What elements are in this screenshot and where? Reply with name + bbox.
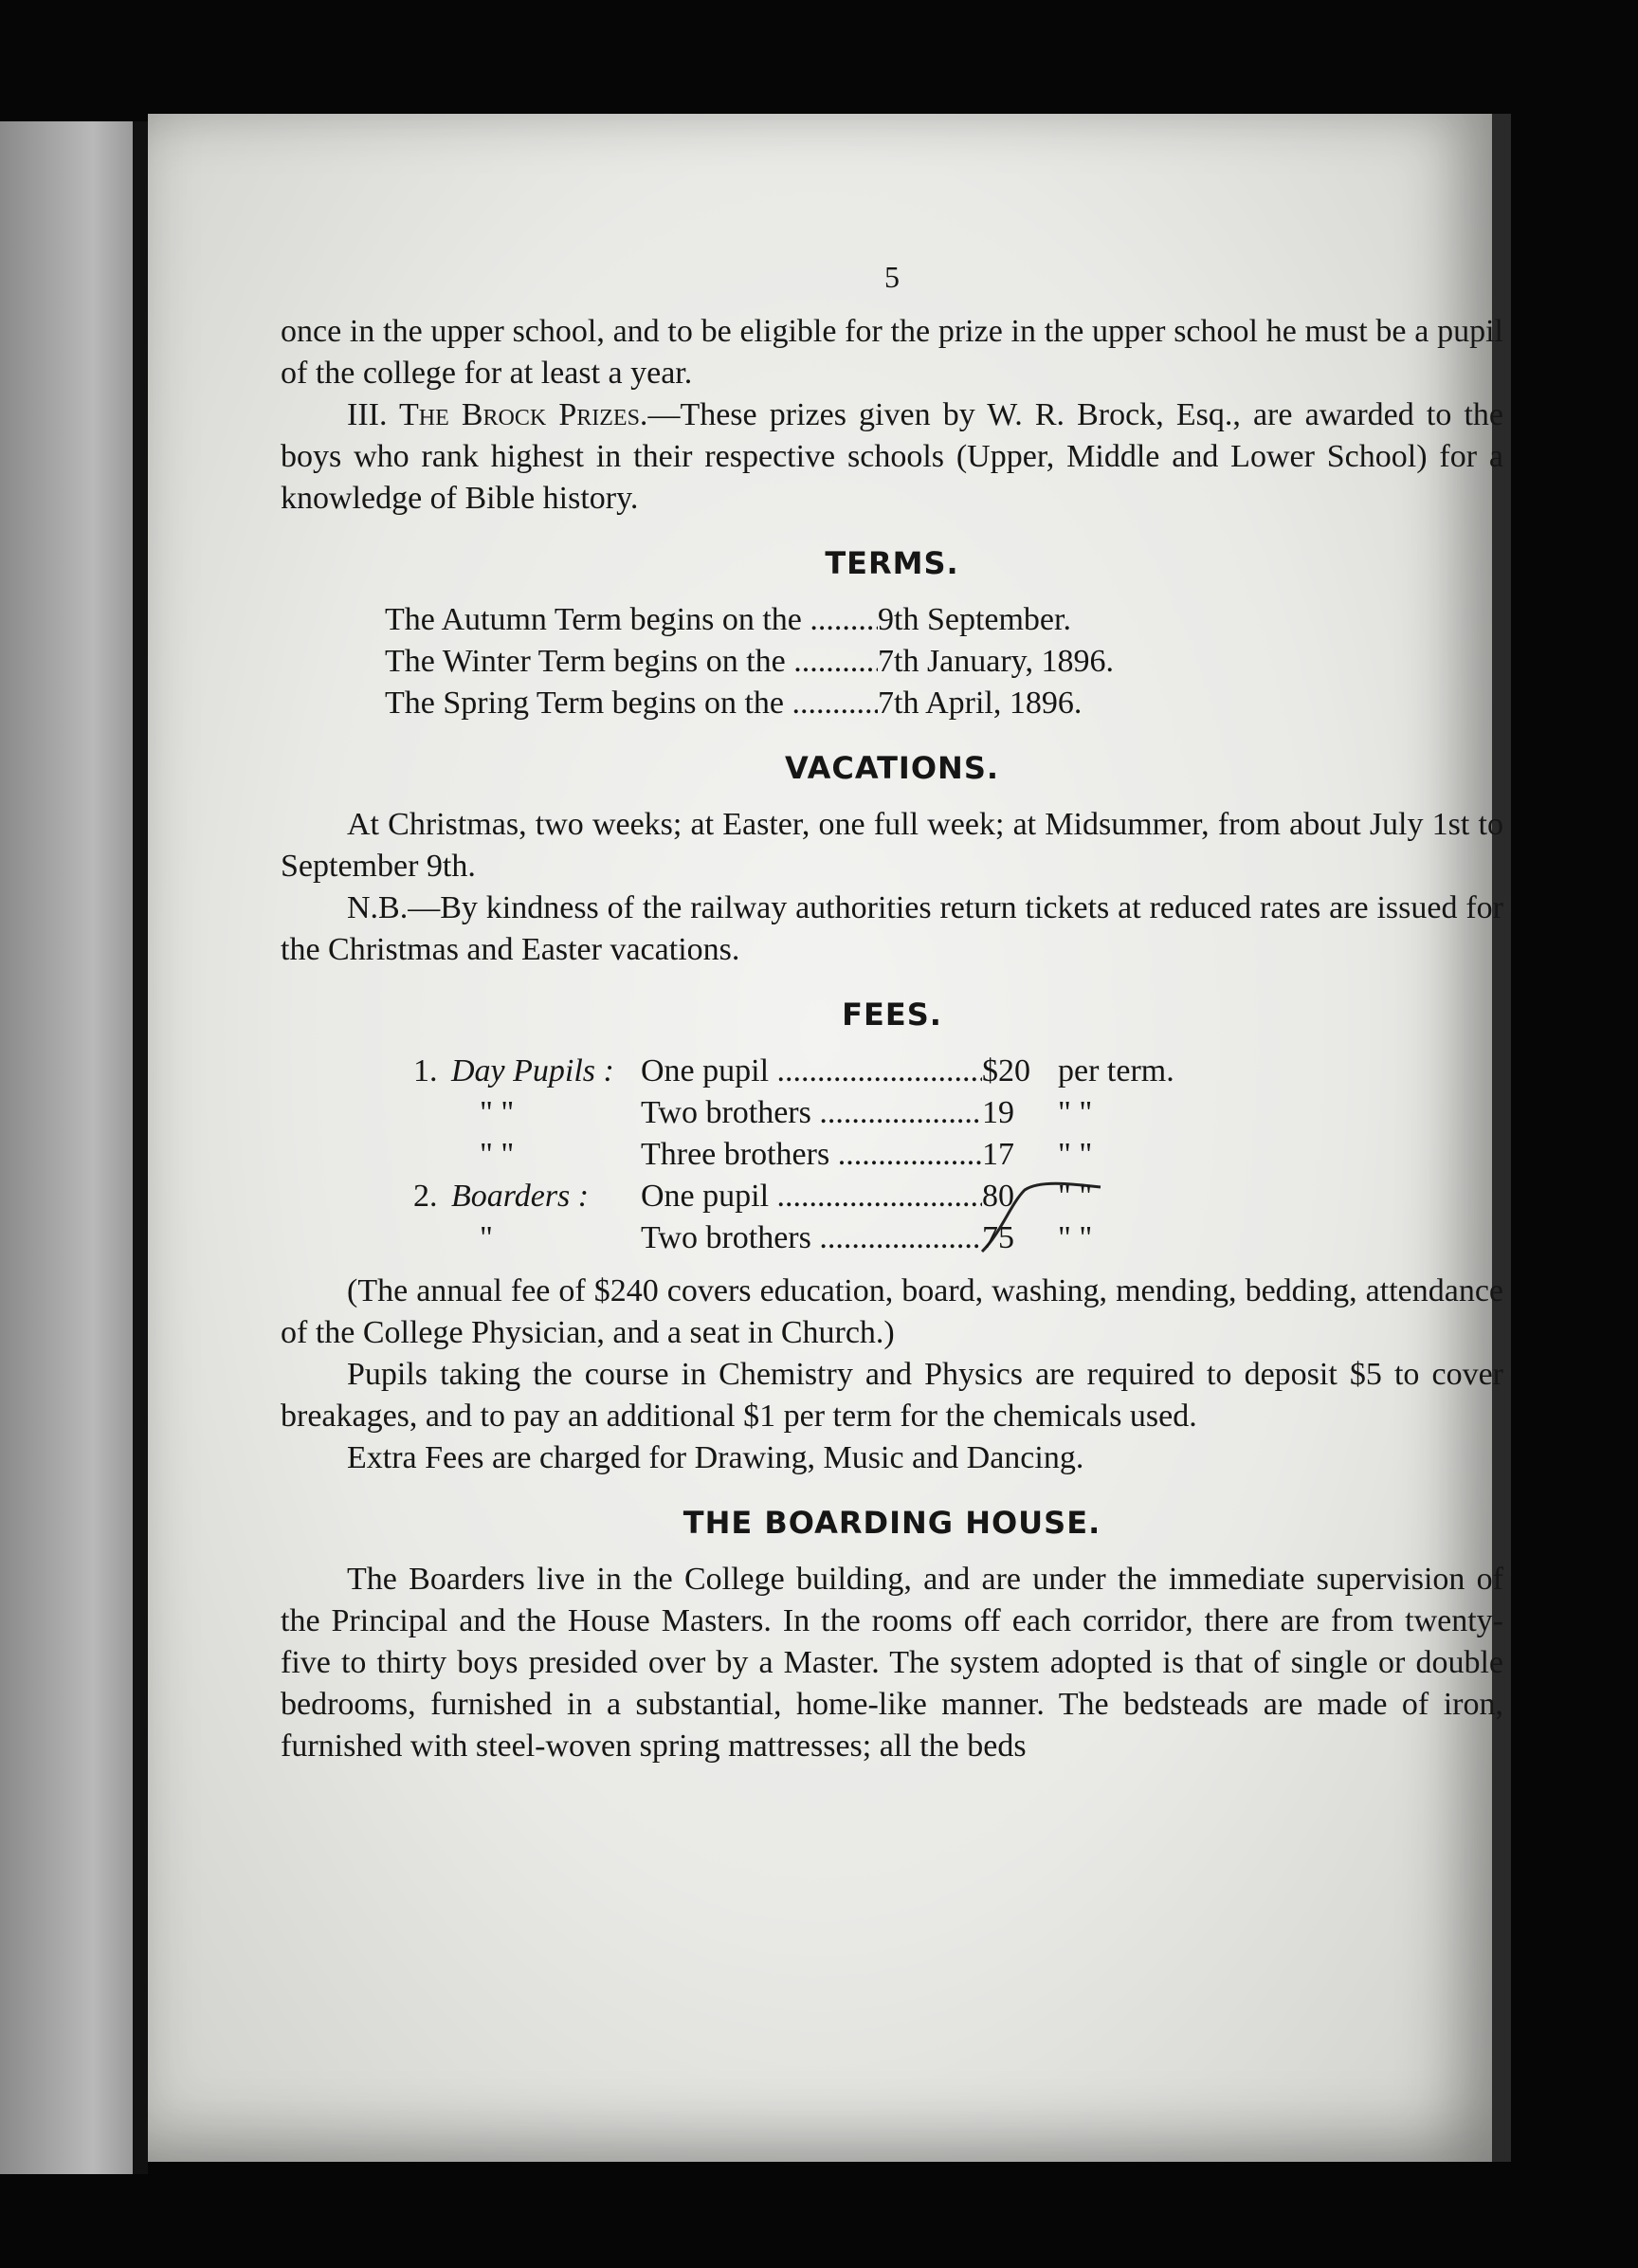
fee-unit: " " [1058, 1179, 1093, 1214]
boarding-house-paragraph: The Boarders live in the College building, and are under the immediate supervision of the Principal and the House Masters. In the rooms off each corridor, there are from twenty-five to thirty boys presided over by a Master. The system adopted is that of single or double bedrooms, furnished in a substantial, home-like manner. The bedsteads are made of iron, furnished with steel-woven spring mattresses; all the beds [281, 1562, 1503, 1764]
extra-fees-note: Extra Fees are charged for Drawing, Music and Dancing. [347, 1440, 1084, 1475]
book-gutter [133, 121, 148, 2174]
fees-table [413, 1051, 1503, 1259]
fee-description: Two brothers ..... [641, 1217, 982, 1259]
railway-note: N.B.—By kindness of the railway authorities return tickets at reduced rates are issued for the Christmas and Easter vacations. [281, 890, 1503, 967]
fee-row [413, 1051, 1503, 1092]
term-row [385, 683, 1503, 724]
term-label: The Winter Term begins on the ..... [385, 641, 878, 683]
term-date: 9th September. [878, 602, 1071, 637]
fee-amount: $20 [982, 1053, 1030, 1088]
facing-page-edge [0, 121, 133, 2174]
term-label: The Autumn Term begins on the ..... [385, 599, 878, 641]
page-number: 5 [884, 260, 900, 294]
fee-description: One pupil ..... [641, 1051, 982, 1092]
brock-prizes-heading: III. The Brock Prizes. [347, 397, 648, 432]
term-row [385, 599, 1503, 641]
page-text [281, 256, 1503, 1767]
annual-fee-note: (The annual fee of $240 covers education, board, washing, mending, bedding, attendance of the College Physician, and a seat in Church.) [281, 1273, 1503, 1350]
fee-category-ditto: " [480, 1220, 493, 1255]
fees-heading: FEES. [842, 997, 942, 1033]
brock-prizes-paragraph [281, 394, 1503, 520]
boarding-house-heading: THE BOARDING HOUSE. [682, 1505, 1101, 1541]
chemistry-note: Pupils taking the course in Chemistry and Physics are required to deposit $5 to cover breakages, and to pay an additional $1 per term for the chemicals used. [281, 1357, 1503, 1434]
fee-unit: " " [1058, 1095, 1093, 1130]
fee-row [413, 1092, 1503, 1134]
fee-description: Three brothers ..... [641, 1134, 982, 1176]
fee-unit: " " [1058, 1220, 1093, 1255]
continuation-paragraph: once in the upper school, and to be eligible for the prize in the upper school he must be a pupil of the college for at least a year. [281, 314, 1503, 391]
terms-list [385, 599, 1503, 724]
fee-row [413, 1176, 1503, 1217]
fee-description: One pupil ..... [641, 1176, 982, 1217]
fee-number: 1. [413, 1053, 438, 1088]
fee-number: 2. [413, 1179, 438, 1214]
brock-prizes-text: —These prizes given by W. R. Brock, Esq., are awarded to the boys who rank highest in their respective schools (Upper, Middle and Lower School) for a knowledge of Bible history. [281, 397, 1503, 516]
term-label: The Spring Term begins on the ..... [385, 683, 878, 724]
terms-heading: TERMS. [825, 545, 959, 581]
fee-category-ditto: " " [480, 1137, 515, 1172]
fee-amount: 17 [982, 1137, 1014, 1172]
vacations-heading: VACATIONS. [784, 750, 1000, 786]
document-page [148, 114, 1503, 2162]
vacations-paragraph: At Christmas, two weeks; at Easter, one full week; at Midsummer, from about July 1st to September 9th. [281, 807, 1503, 884]
fee-category: Boarders : [451, 1179, 590, 1214]
fee-unit: " " [1058, 1137, 1093, 1172]
term-row [385, 641, 1503, 683]
fee-row [413, 1134, 1503, 1176]
fee-category: Day Pupils : [451, 1053, 614, 1088]
fee-unit: per term. [1058, 1053, 1174, 1088]
fee-amount: 80 [982, 1179, 1014, 1214]
fee-category-ditto: " " [480, 1095, 515, 1130]
fee-amount: 75 [982, 1220, 1014, 1255]
fee-row [413, 1217, 1503, 1259]
fee-amount: 19 [982, 1095, 1014, 1130]
term-date: 7th April, 1896. [878, 686, 1083, 721]
fee-description: Two brothers ..... [641, 1092, 982, 1134]
term-date: 7th January, 1896. [878, 644, 1114, 679]
